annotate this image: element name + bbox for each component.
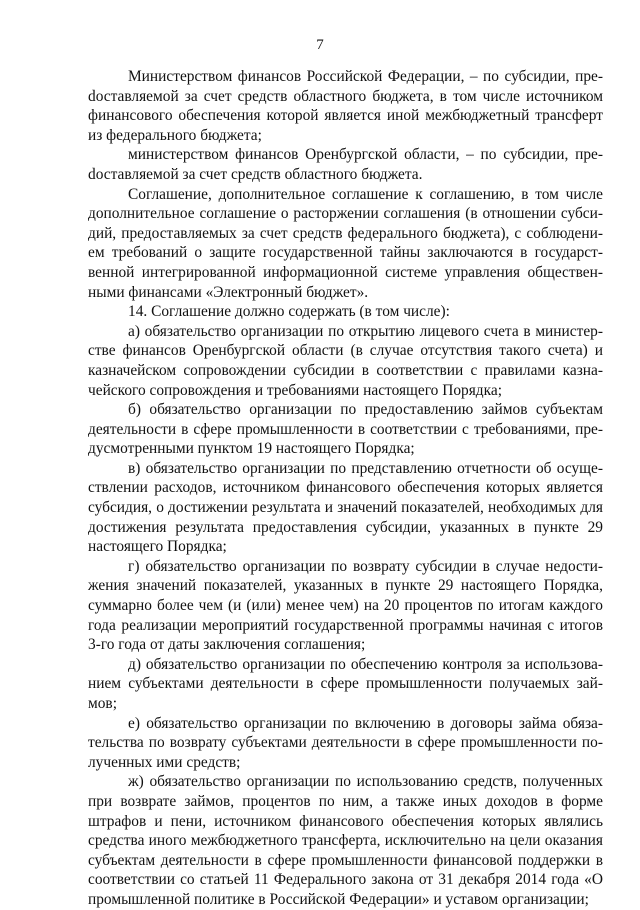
paragraph-item-zh: ж) обязательство организации по использованию средств, полученных при возврате займов, процентов по ним, а также иных доходов в форме штрафов и пени, источником финансового обеспечения которых являлись средства иного межбюджетного трансферта, исключительно на цели оказания субъектам деятельности в сфере промышленности финансовой поддержки в соответствии со статьей 11 Федерального закона от 31 декабря 2014 года «О промышленной политике в Российской Федерации» и уставом организации; [88,773,603,908]
paragraph-item-e: е) обязательство организации по включению в договоры займа обязательства по возврату субъектами деятельности в сфере промышленности полученных ими средств; [88,714,603,771]
paragraph-agreement-electronic-budget: Соглашение, дополнительное соглашение к соглашению, в том числе дополнительное соглашение о расторжении соглашения (в отношении субсидий, предоставляемых за счет средств федерального бюджета), с соблюдением требований о защите государственной тайны заключаются в государственной интегрированной информационной системе управления общественными финансами «Электронный бюджет». [88,185,603,301]
paragraph-item-g: г) обязательство организации по возврату субсидии в случае недостижения значений показателей, указанных в пункте 29 настоящего Порядка, суммарно более чем (и (или) менее чем) на 20 процентов по итогам каждого года реализации мероприятий государственной программы начиная с итогов 3-го года от даты заключения соглашения; [88,557,603,654]
paragraph-ministry-finance-rf: Министерством финансов Российской Федерации, – по субсидии, преdоставляемой за счет средств областного бюджета, в том числе источником финансового обеспечения которой является иной межбюджетный трансферт из федерального бюджета; [88,68,603,144]
page-number: 7 [316,37,324,53]
document-body [88,67,603,910]
paragraph-item-d: д) обязательство организации по обеспечению контроля за использованием субъектами деятельности в сфере промышленности получаемых займов; [88,655,603,712]
paragraph-section-14-heading: 14. Соглашение должно содержать (в том числе): [128,303,450,321]
paragraph-ministry-finance-orenburg: министерством финансов Оренбургской области, – по субсидии, преdоставляемой за счет средств областного бюджета. [88,146,603,183]
paragraph-item-b: б) обязательство организации по предоставлению займов субъектам деятельности в сфере промышленности в соответствии с требованиями, предусмотренными пунктом 19 настоящего Порядка; [88,401,603,458]
paragraph-item-a: а) обязательство организации по открытию лицевого счета в министерстве финансов Оренбургской области (в случае отсутствия такого счета) и казначейском сопровождении субсидии в соответствии с правилами казначейского сопровождения и требованиями настоящего Порядка; [88,322,603,399]
paragraph-item-v: в) обязательство организации по представлению отчетности об осуществлении расходов, источником финансового обеспечения которых является субсидия, о достижении результата и значений показателей, необходимых для достижения результата предоставления субсидии, указанных в пункте 29 настоящего Порядка; [88,459,603,556]
